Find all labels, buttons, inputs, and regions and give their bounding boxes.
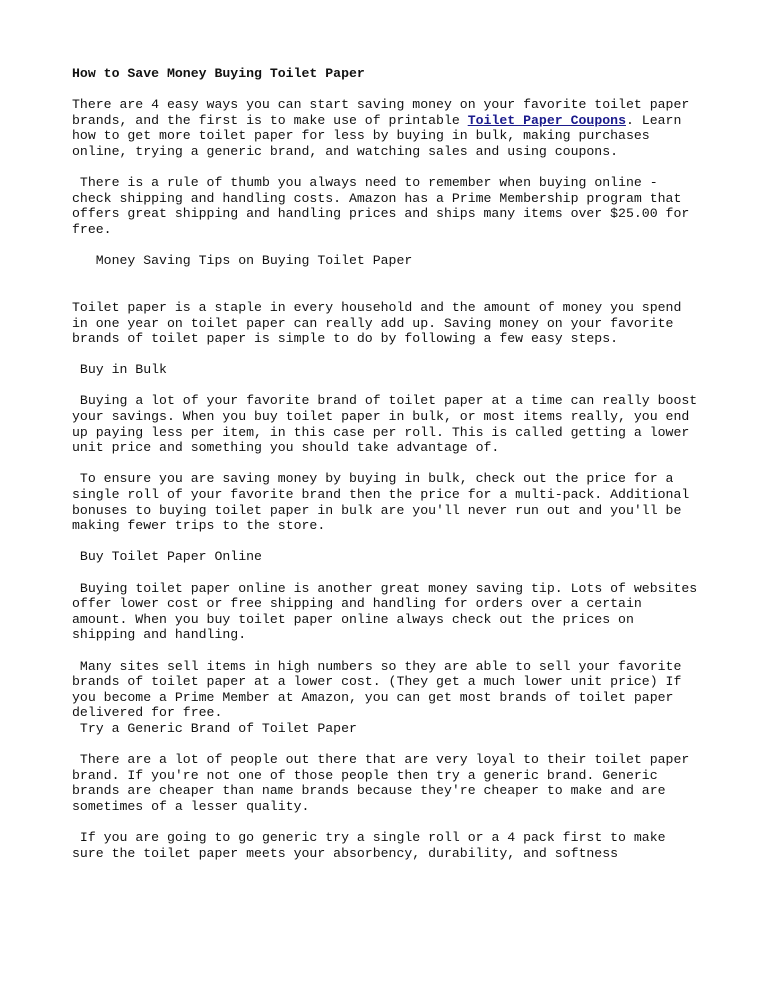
bulk-paragraph-2: To ensure you are saving money by buying in bulk, check out the price for a single roll of your favorite brand then the price for a multi-pack. Additional bonuses to buying toilet paper in bulk are you'll never run out and you'll be making fewer trips to the store. [72, 471, 698, 534]
intro-text-before: There are 4 easy ways you can start saving money on your favorite toilet paper brands, and the first is to make use of printable [72, 97, 690, 128]
online-paragraph-2: Many sites sell items in high numbers so they are able to sell your favorite brands of toilet paper at a lower cost. (They get a much lower unit price) If you become a Prime Member at Amazon, you can get most brands of toilet paper delivered for free. [72, 658, 690, 721]
shipping-paragraph: There is a rule of thumb you always need to remember when buying online - check shipping and handling costs. Amazon has a Prime Membership program that offers great shipping and handling prices and ships many items over $25.00 for free. [72, 175, 698, 237]
intro-paragraph [72, 97, 702, 159]
tips-heading: Money Saving Tips on Buying Toilet Paper [72, 253, 413, 269]
generic-paragraph-1: There are a lot of people out there that are very loyal to their toilet paper brand. If you're not one of those people then try a generic brand. Generic brands are cheaper than name brands because they're cheaper to make and are sometimes of a lesser quality. [72, 752, 698, 814]
generic-heading: Try a Generic Brand of Toilet Paper [72, 720, 357, 736]
online-heading: Buy Toilet Paper Online [72, 549, 262, 565]
document-title: How to Save Money Buying Toilet Paper [72, 66, 365, 81]
generic-paragraph-2: If you are going to go generic try a single roll or a 4 pack first to make sure the toilet paper meets your absorbency, durability, and softness [72, 830, 674, 861]
bulk-paragraph-1: Buying a lot of your favorite brand of toilet paper at a time can really boost your savings. When you buy toilet paper in bulk, or most items really, you end up paying less per item, in this case per roll. This is called getting a lower unit price and something you should take advantage of. [72, 393, 706, 456]
online-paragraph-1: Buying toilet paper online is another great money saving tip. Lots of websites offer lower cost or free shipping and handling for orders over a certain amount. When you buy toilet paper online always check out the prices on shipping and handling. [72, 580, 706, 643]
staple-paragraph: Toilet paper is a staple in every household and the amount of money you spend in one year on toilet paper can really add up. Saving money on your favorite brands of toilet paper is simple to do by following a few easy steps. [72, 299, 682, 347]
toilet-paper-coupons-link[interactable]: Toilet Paper Coupons [467, 112, 626, 128]
document-page [72, 66, 706, 861]
bulk-heading: Buy in Bulk [72, 362, 167, 378]
intro-text-after: . Learn how to get more toilet paper for less by buying in bulk, making purchases online, trying a generic brand, and watching sales and using coupons. [72, 112, 682, 159]
